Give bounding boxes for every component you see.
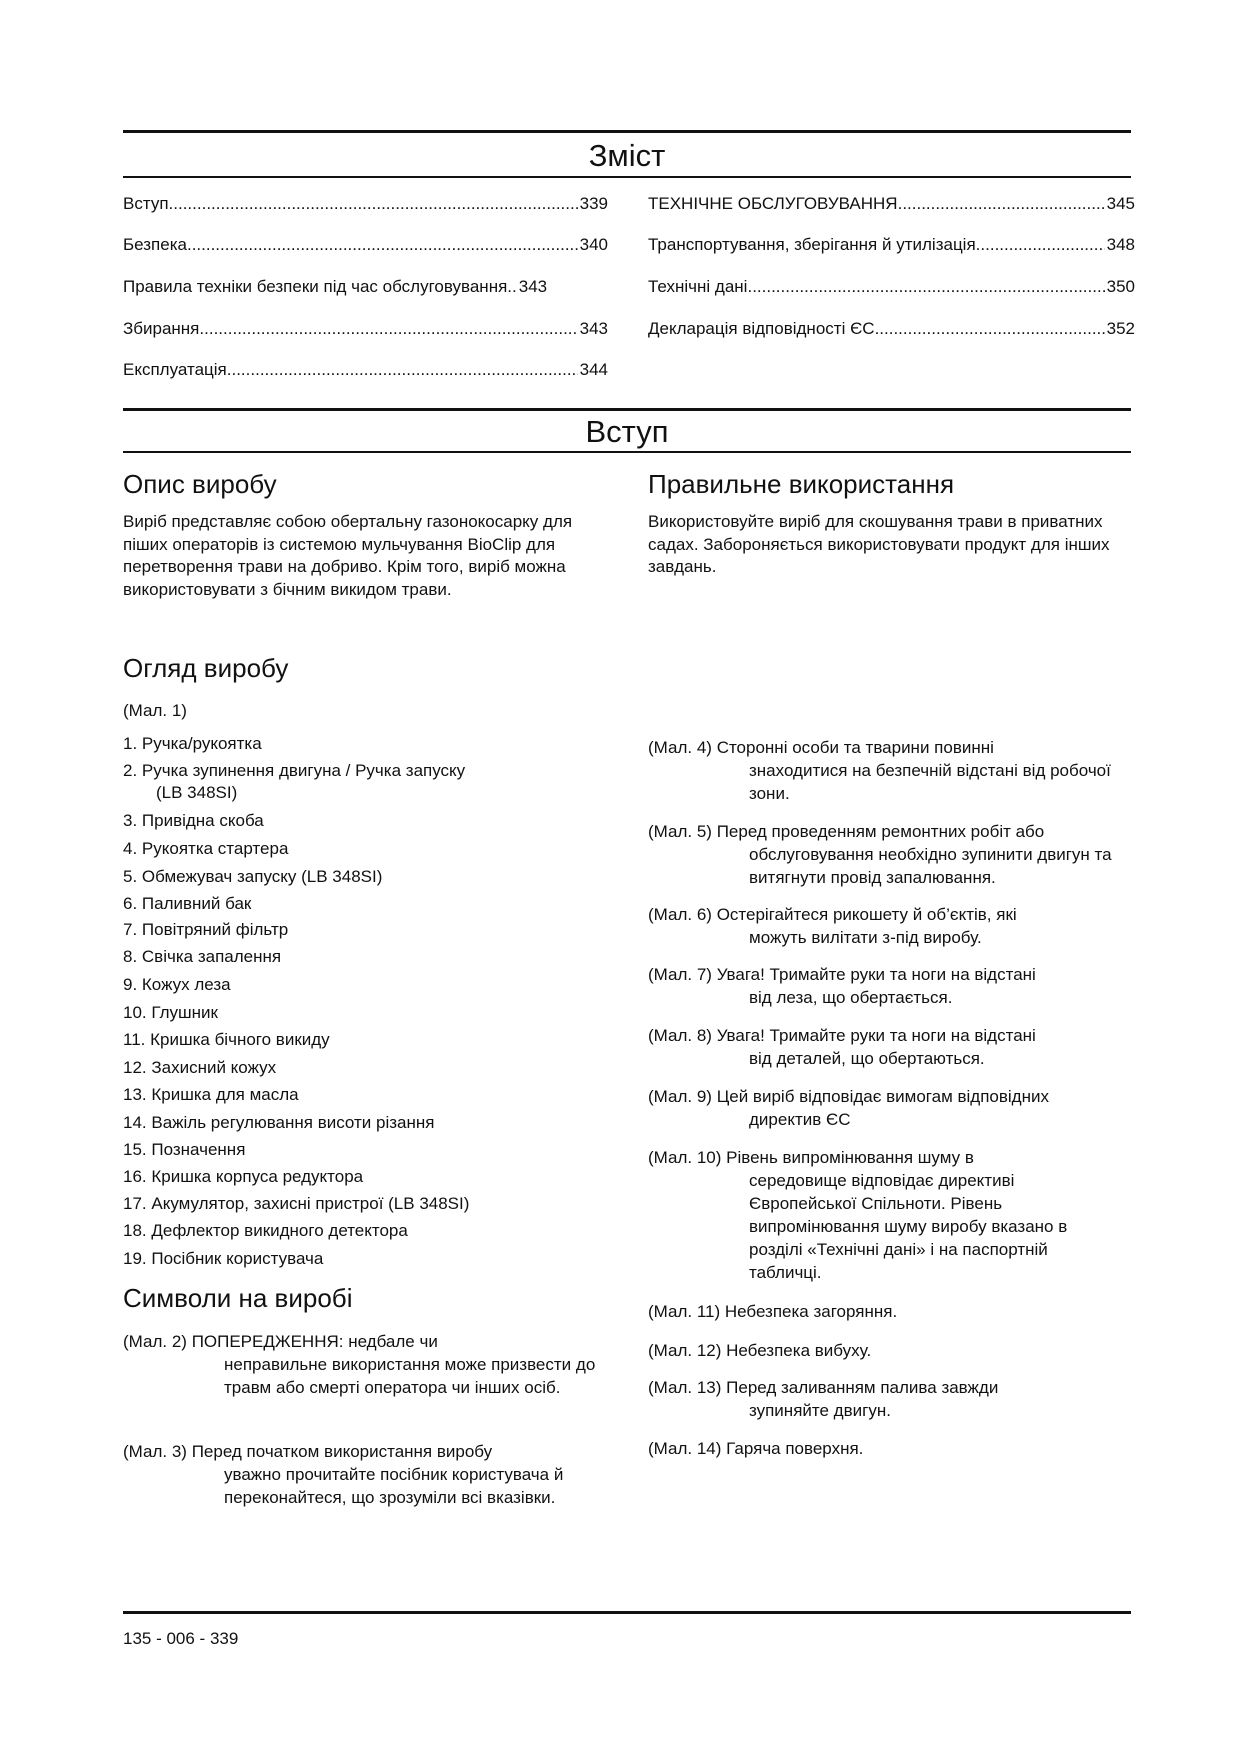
toc-entry-assembly[interactable]	[123, 318, 608, 340]
symbol-item: (Мал. 3) Перед початком використання виробу уважно прочитайте посібник користувача й переконайтеся, що зрозуміли всі вказівки.	[123, 1442, 564, 1507]
toc-entry-page: 352	[1106, 319, 1135, 338]
list-item: 9. Кожух леза	[123, 975, 231, 994]
list-item: 3. Привідна скоба	[123, 811, 264, 830]
toc-title: Зміст	[588, 138, 666, 173]
symbols-heading: Символи на виробі	[123, 1283, 353, 1313]
page-footer-code: 135 - 006 - 339	[123, 1629, 239, 1648]
toc-entry-intro[interactable]	[123, 193, 608, 215]
symbol-item: (Мал. 6) Остерігайтеся рикошету й об’єктів, які можуть вилітати з-під виробу.	[648, 905, 1017, 947]
toc-entry-label: Збирання	[123, 319, 200, 338]
symbol-item: (Мал. 5) Перед проведенням ремонтних робіт або обслуговування необхідно зупинити двигун та витягнути провід запалювання.	[648, 822, 1112, 887]
toc-entry-technical-data[interactable]	[648, 276, 1135, 298]
toc-entry-declaration[interactable]	[648, 318, 1135, 340]
intro-title: Вступ	[585, 414, 669, 449]
list-item: 7. Повітряний фільтр	[123, 920, 289, 939]
toc-entry-transport[interactable]	[648, 234, 1135, 256]
list-item: 18. Дефлектор викидного детектора	[123, 1221, 408, 1240]
toc-entry-page: 344	[579, 360, 608, 379]
toc-entry-label: Технічні дані	[648, 277, 748, 296]
list-item: 12. Захисний кожух	[123, 1058, 277, 1077]
toc-entry-safety[interactable]	[123, 234, 608, 256]
symbol-item: (Мал. 12) Небезпека вибуху.	[648, 1341, 872, 1360]
list-item: 19. Посібник користувача	[123, 1249, 324, 1268]
symbol-item: (Мал. 14) Гаряча поверхня.	[648, 1439, 864, 1458]
intro-top-rule	[123, 408, 1131, 411]
overview-heading: Огляд виробу	[123, 653, 289, 683]
toc-bottom-rule	[123, 176, 1131, 178]
list-item: 8. Свічка запалення	[123, 947, 282, 966]
toc-entry-label: Правила техніки безпеки під час обслуговування..	[123, 277, 517, 296]
toc-entry-page: 348	[1106, 235, 1135, 254]
list-item: 4. Рукоятка стартера	[123, 839, 289, 858]
symbol-item: (Мал. 10) Рівень випромінювання шуму в середовище відповідає директиві Європейської Спільноти. Рівень випромінювання шуму виробу вказано в розділі «Технічні дані» і на паспортній табличці.	[648, 1148, 1068, 1282]
toc-entry-maintenance-safety[interactable]	[123, 276, 605, 298]
toc-entry-maintenance[interactable]	[648, 193, 1135, 215]
toc-entry-page: 350	[1106, 277, 1135, 296]
list-item: 5. Обмежувач запуску (LB 348SI)	[123, 867, 383, 886]
toc-entry-page: 343	[518, 277, 548, 296]
symbol-item: (Мал. 2) ПОПЕРЕДЖЕННЯ: недбале чи неправильне використання може призвести до травм або смерті оператора чи інших осіб.	[123, 1332, 596, 1397]
symbol-item: (Мал. 4) Сторонні особи та тварини повинні знаходитися на безпечній відстані від робочої зони.	[648, 738, 1111, 803]
description-text: Виріб представляє собою обертальну газонокосарку для піших операторів із системою мульчування BioClip для перетворення трави на добриво. Крім того, виріб можна використовувати з бічним викидом трави.	[123, 512, 573, 599]
symbol-item: (Мал. 9) Цей виріб відповідає вимогам відповідних директив ЄС	[648, 1087, 1049, 1129]
symbol-item: (Мал. 11) Небезпека загоряння.	[648, 1302, 898, 1321]
symbol-item: (Мал. 7) Увага! Тримайте руки та ноги на відстані від леза, що обертається.	[648, 965, 1036, 1007]
list-item: 10. Глушник	[123, 1003, 218, 1022]
toc-entry-label: Безпека	[123, 235, 187, 254]
list-item: 17. Акумулятор, захисні пристрої (LB 348SI)	[123, 1194, 470, 1213]
list-item: 15. Позначення	[123, 1140, 246, 1159]
symbol-item: (Мал. 13) Перед заливанням палива завжди зупиняйте двигун.	[648, 1378, 999, 1420]
intro-bottom-rule	[123, 451, 1131, 453]
toc-entry-label: Експлуатація	[123, 360, 227, 379]
list-item: 6. Паливний бак	[123, 894, 252, 913]
toc-entry-page: 339	[579, 194, 608, 213]
description-heading: Опис виробу	[123, 469, 277, 499]
symbol-item: (Мал. 8) Увага! Тримайте руки та ноги на відстані від деталей, що обертаються.	[648, 1026, 1036, 1068]
toc-top-rule	[123, 130, 1131, 133]
list-item: 11. Кришка бічного викиду	[123, 1030, 330, 1049]
list-item: 13. Кришка для масла	[123, 1085, 299, 1104]
list-item: 16. Кришка корпуса редуктора	[123, 1167, 364, 1186]
list-item: 1. Ручка/рукоятка	[123, 734, 262, 753]
toc-entry-operation[interactable]	[123, 359, 608, 381]
toc-entry-label: Транспортування, зберігання й утилізація	[648, 235, 976, 254]
toc-entry-label: ТЕХНІЧНЕ ОБСЛУГОВУВАННЯ	[648, 194, 898, 213]
list-item: 2. Ручка зупинення двигуна / Ручка запуску (LB 348SI)	[123, 761, 466, 802]
list-item: 14. Важіль регулювання висоти різання	[123, 1113, 435, 1132]
proper-use-heading: Правильне використання	[648, 469, 955, 499]
proper-use-text: Використовуйте виріб для скошування трави в приватних садах. Забороняється використовувати продукт для інших завдань.	[648, 512, 1110, 576]
footer-rule	[123, 1611, 1131, 1614]
toc-entry-page: 345	[1106, 194, 1135, 213]
toc-entry-page: 340	[579, 235, 608, 254]
toc-entry-page: 343	[579, 319, 608, 338]
toc-entry-label: Декларація відповідності ЄС	[648, 319, 875, 338]
toc-entry-label: Вступ	[123, 194, 169, 213]
overview-figure-ref: (Мал. 1)	[123, 701, 187, 720]
